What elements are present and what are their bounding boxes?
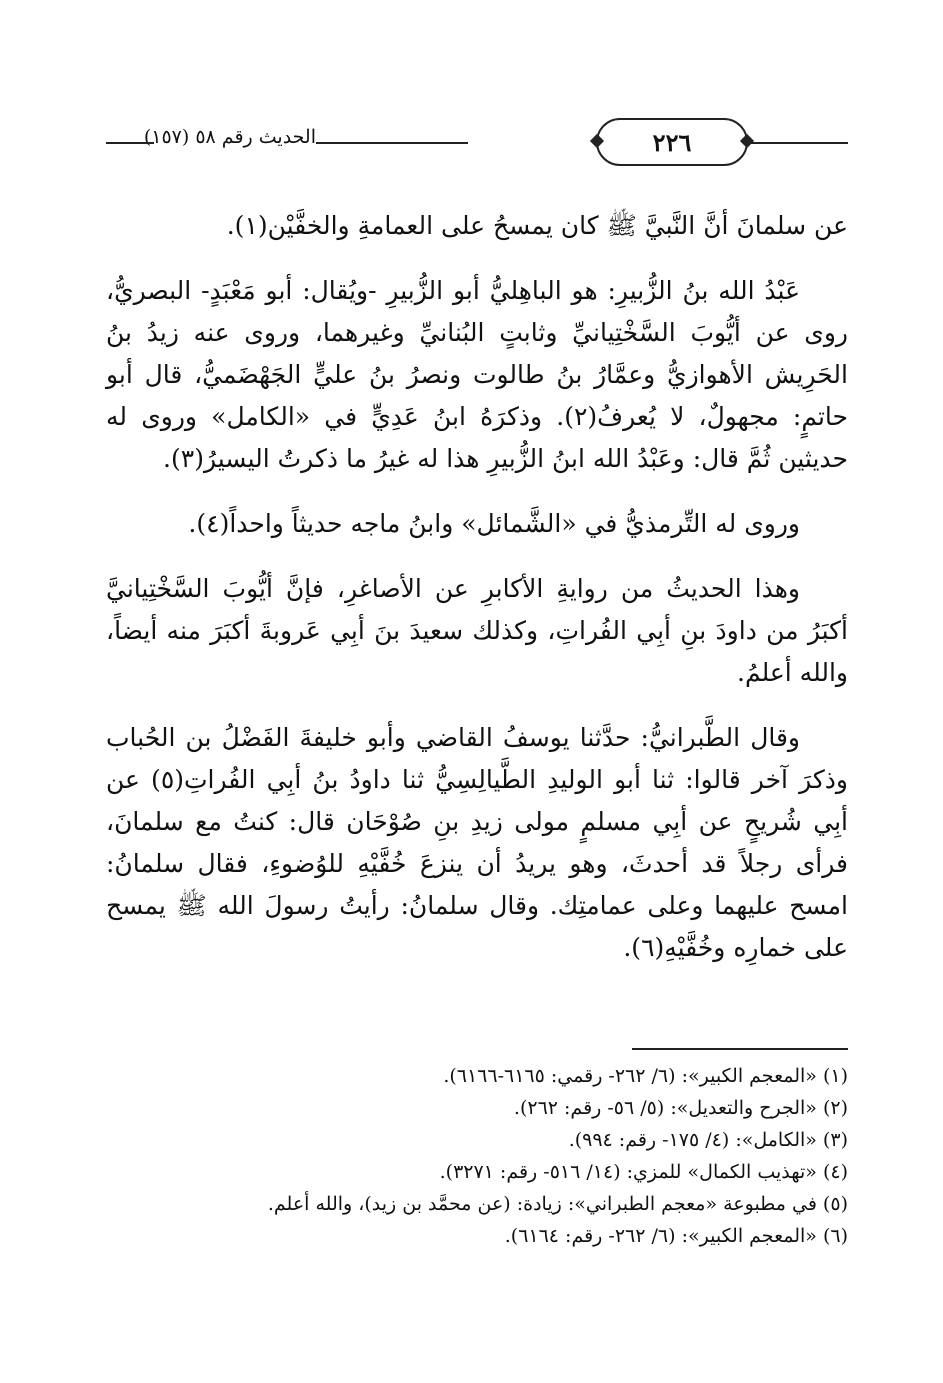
paragraph: وقال الطَّبرانيُّ: حدَّثنا يوسفُ القاضي وأبو خليفةَ الفَضْلُ بن الحُباب وذكرَ آخر قالوا: ثنا أبو الوليدِ الطَّيالِسِيُّ ثنا داودُ بنُ أبِي الفُراتِ(٥) عن أبِي شُريحٍ عن أبِي مسلمٍ مولى زيدِ بنِ صُوْحَان قال: كنتُ مع سلمانَ، فرأى رجلاً قد أحدثَ، وهو يريدُ أن ينزعَ خُفَّيْهِ للوُضوءِ، فقال سلمانُ: امسح عليهما وعلى عمامتِك. وقال سلمانُ: رأيتُ رسولَ الله ﷺ يمسح على خمارِه وخُفَّيْهِ(٦). [106, 723, 848, 962]
running-title: الحديث رقم ٥٨ (١٥٧) [143, 126, 316, 148]
paragraph: عن سلمانَ أنَّ النَّبيَّ ﷺ كان يمسحُ على العمامةِ والخفَّيْن(١). [226, 211, 848, 240]
footnote: (٥) في مطبوعة «معجم الطبراني»: زيادة: (عن محمَّد بن زيد)، والله أعلم. [267, 1193, 848, 1215]
header-rule-right [748, 142, 848, 144]
footnote: (٣) «الكامل»: (٤/ ١٧٥- رقم: ٩٩٤). [568, 1129, 848, 1151]
footnotes [106, 1060, 848, 1252]
paragraph: وهذا الحديثُ من روايةِ الأكابرِ عن الأصاغرِ، فإنَّ أيُّوبَ السَّخْتِيانيَّ أكبَرُ من داودَ بنِ أبِي الفُراتِ، وكذلك سعيدَ بنَ أبِي عَروبةَ أكبَرَ منه أيضاً، والله أعلمُ. [106, 574, 849, 687]
paragraph: وروى له التِّرمذيُّ في «الشَّمائل» وابنُ ماجه حديثاً واحداً(٤). [188, 509, 800, 538]
paragraph: عَبْدُ الله بنُ الزُّبيرِ: هو الباهِليُّ أبو الزُّبيرِ -ويُقال: أبو مَعْبَدٍ- البصريُّ، روى عن أيُّوبَ السَّخْتِيانيِّ وثابتٍ البُنانيِّ وغيرهما، وروى عنه زيدُ بنُ الحَرِيش الأهوازيُّ وعمَّارُ بنُ طالوت ونصرُ بنُ عليٍّ الجَهْضَميُّ، قال أبو حاتمٍ: مجهولٌ، لا يُعرفُ(٢). وذكرَهُ ابنُ عَدِيٍّ في «الكامل» وروى له حديثين ثُمَّ قال: وعَبْدُ الله ابنُ الزُّبيرِ هذا له غيرُ ما ذكرتُ اليسيرُ(٣). [106, 276, 848, 473]
page-number: ٢٢٦ [596, 118, 748, 166]
page-header [106, 118, 848, 168]
header-rule-left [106, 142, 154, 144]
footnote: (٦) «المعجم الكبير»: (٦/ ٢٦٢- رقم: ٦١٦٤). [504, 1225, 848, 1247]
footnote: (٢) «الجرح والتعديل»: (٥/ ٥٦- رقم: ٢٦٢). [513, 1097, 848, 1119]
header-rule-middle [316, 142, 468, 144]
main-text [106, 205, 848, 992]
footnote: (١) «المعجم الكبير»: (٦/ ٢٦٢- رقمي: ٦١٦٥-٦١٦٦). [443, 1065, 848, 1087]
footnote-separator [632, 1048, 848, 1050]
footnote: (٤) «تهذيب الكمال» للمزي: (١٤/ ٥١٦- رقم: ٣٢٧١). [439, 1161, 848, 1183]
